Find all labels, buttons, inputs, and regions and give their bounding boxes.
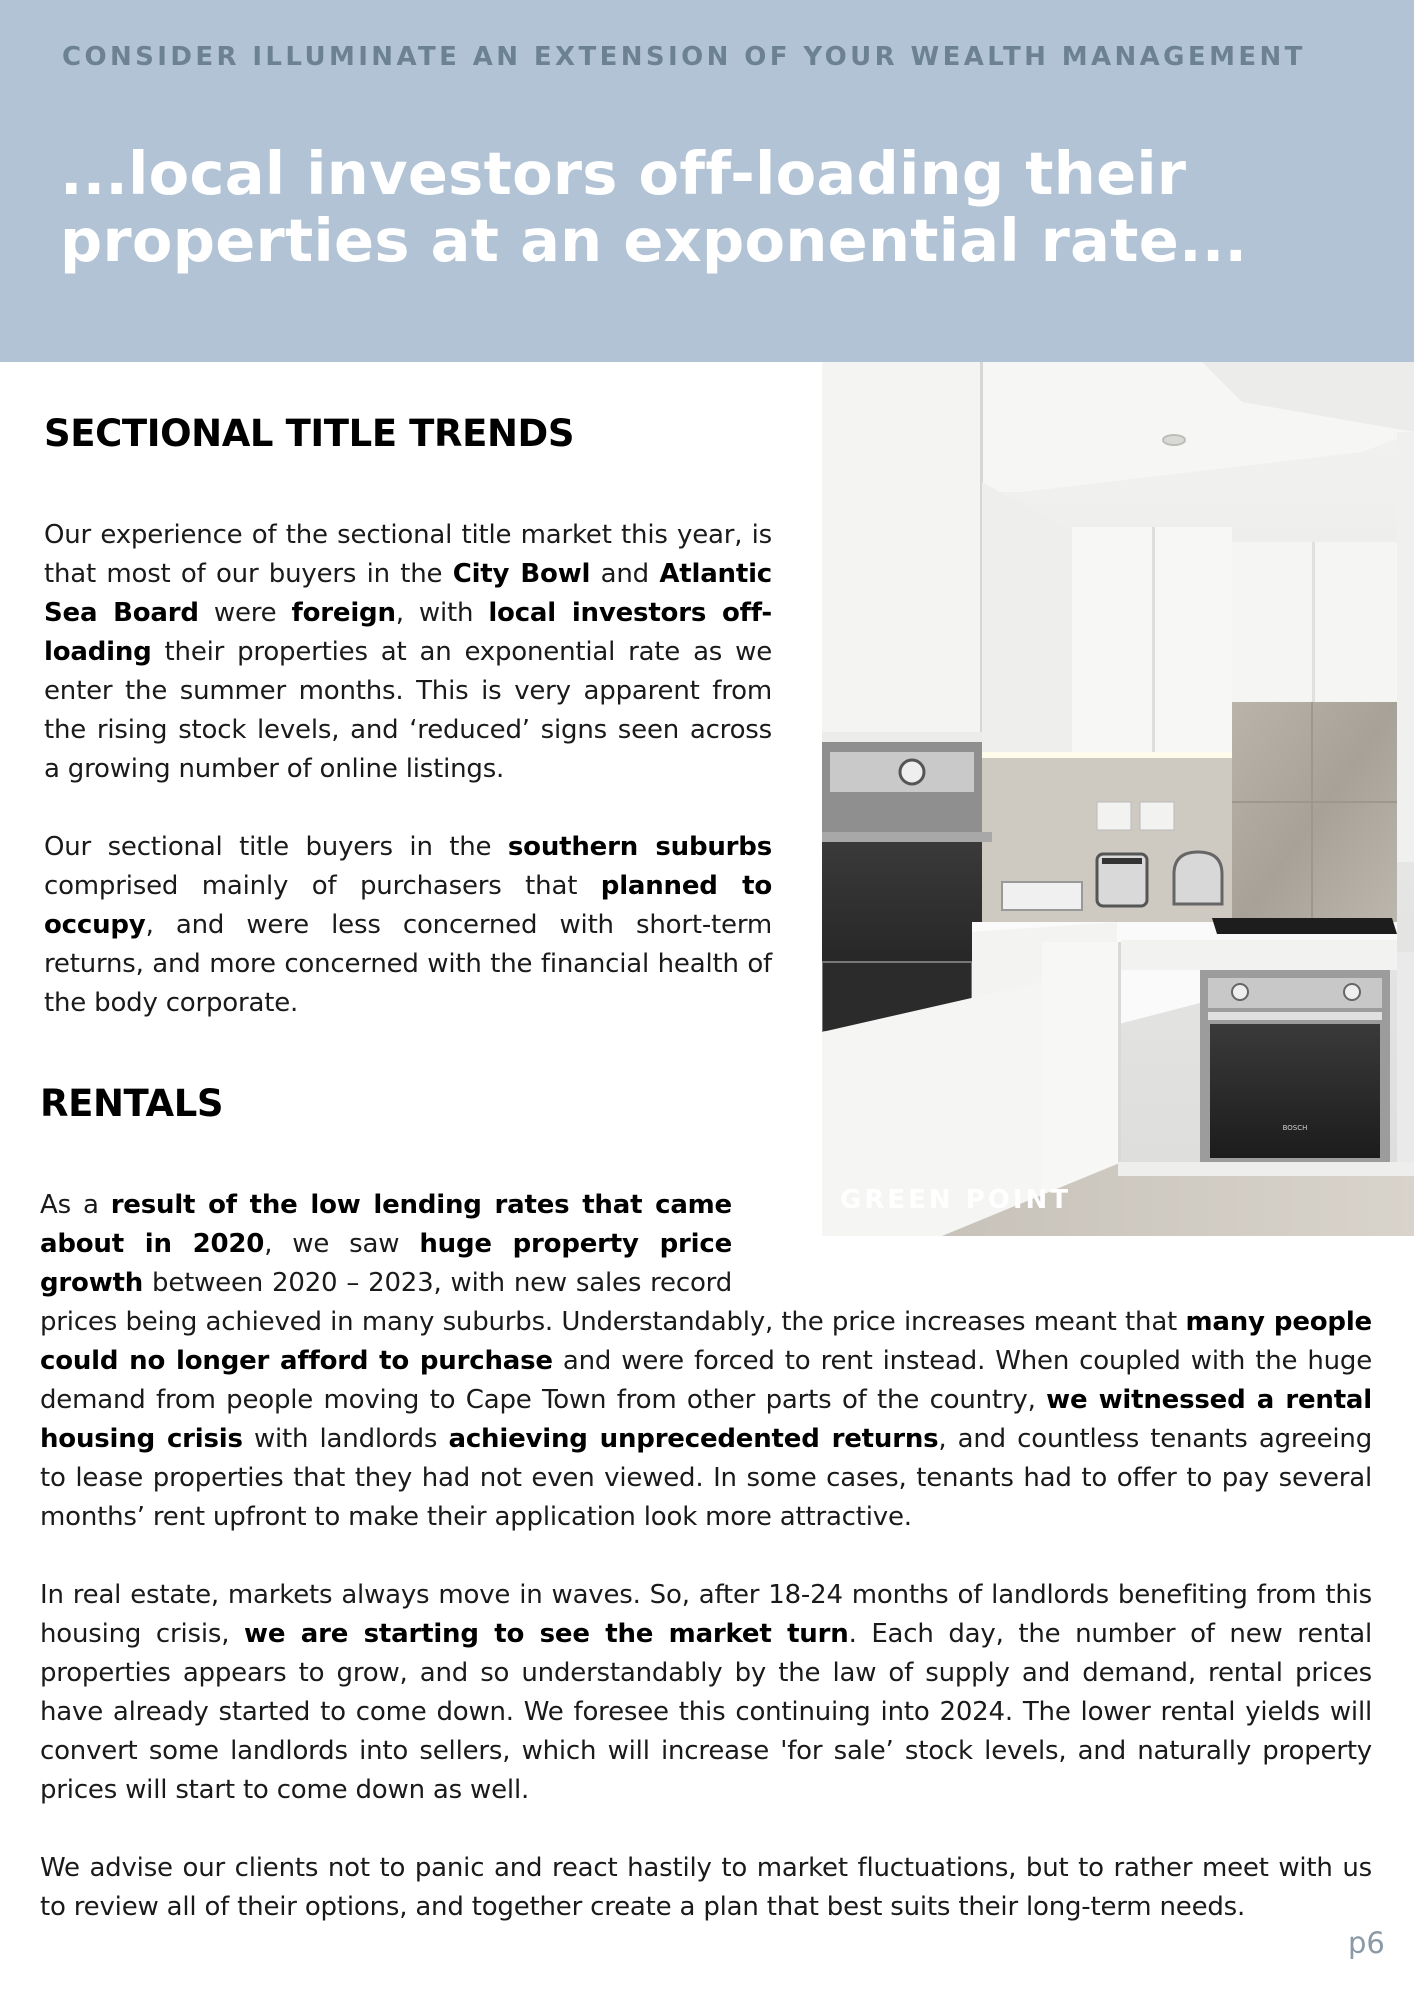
oven-brand-label: BOSCH [1282,1124,1308,1132]
page-number: p6 [1348,1926,1385,1960]
sectional-title: SECTIONAL TITLE TRENDS [44,412,575,455]
rentals-title: RENTALS [40,1082,224,1125]
kitchen-photo [822,362,1414,1236]
rentals-paragraph-2: In real estate, markets always move in waves. So, after 18-24 months of landlords benefiting from this housing crisis, we are starting to see the market turn. Each day, the number of new rental properties appears to grow, and so understandably by the law of supply and demand, rental prices have already started to come down. We foresee this continuing into 2024. The lower rental yields will convert some landlords into sellers, which will increase 'for sale’ stock levels, and naturally property prices will start to come down as well. [40,1580,1372,1805]
header-headline: ...local investors off-loading their properties at an exponential rate... [60,139,1248,275]
sectional-paragraph-2: Our sectional title buyers in the southern suburbs comprised mainly of purchasers that planned to occupy, and were less concerned with short-term returns, and more concerned with the financial health of the body corporate. [44,832,772,1018]
rentals-paragraph-3: We advise our clients not to panic and react hastily to market fluctuations, but to rather meet with us to review all of their options, and together create a plan that best suits their long-term needs. [40,1853,1372,1922]
rentals-paragraph-1: As a result of the low lending rates that came about in 2020, we saw huge property price growth between 2020 – 2023, with new sales record prices being achieved in many suburbs. Understandably, the price increases meant that many people could no longer afford to purchase and were forced to rent instead. When coupled with the huge demand from people moving to Cape Town from other parts of the country, we witnessed a rental housing crisis with landlords achieving unprecedented returns, and countless tenants agreeing to lease properties that they had not even viewed. In some cases, tenants had to offer to pay several months’ rent upfront to make their application look more attractive. [40,1186,1372,1537]
kitchen-illustration [822,362,1414,1236]
photo-text-wrap-spacer [732,1186,1372,1266]
header-banner [0,0,1414,362]
photo-caption: GREEN POINT [840,1185,1072,1215]
sectional-paragraph-1: Our experience of the sectional title market this year, is that most of our buyers in the City Bowl and Atlantic Sea Board were foreign, with local investors off-loading their properties at an exponential rate as we enter the summer months. This is very apparent from the rising stock levels, and ‘reduced’ signs seen across a growing number of online listings. [44,520,772,784]
header-eyebrow: CONSIDER ILLUMINATE AN EXTENSION OF YOUR WEALTH MANAGEMENT [62,42,1306,72]
